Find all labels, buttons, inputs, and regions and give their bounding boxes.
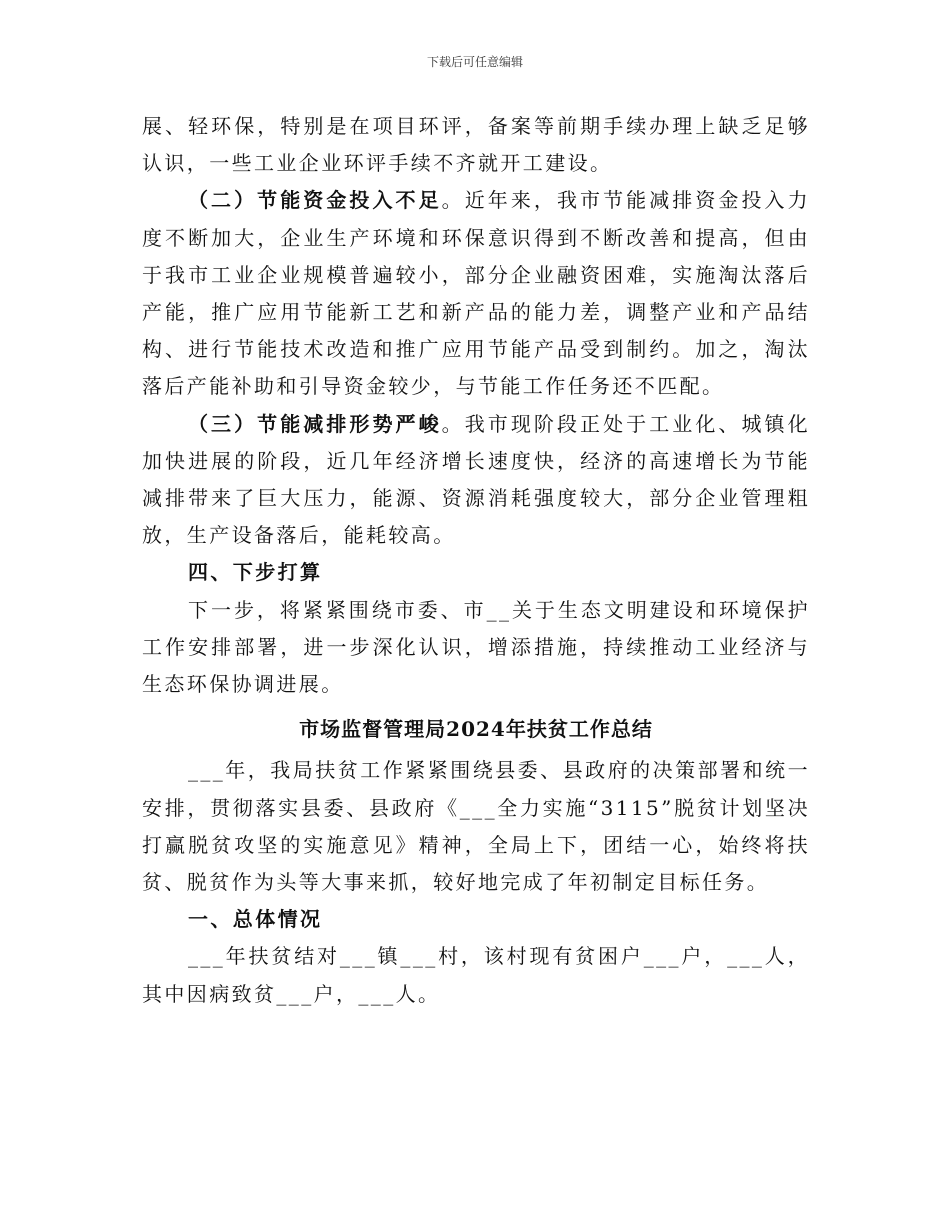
document-body	[142, 108, 810, 1013]
paragraph-next-steps: 下一步，将紧紧围绕市委、市__关于生态文明建设和环境保护工作安排部署，进一步深化认识，增添措施，持续推动工业经济与生态环保协调进展。	[142, 597, 810, 697]
section-heading-overview: 一、总体情况	[188, 907, 323, 932]
paragraph-intro: ___年，我局扶贫工作紧紧围绕县委、县政府的决策部署和统一安排，贯彻落实县委、县政府《___全力实施“3115”脱贫计划坚决打赢脱贫攻坚的实施意见》精神，全局上下，团结一心，始终将扶贫、脱贫作为头等大事来抓，较好地完成了年初制定目标任务。	[142, 758, 810, 895]
section-heading-next-steps: 四、下步打算	[188, 560, 323, 585]
page-header: 下载后可任意编辑	[426, 55, 523, 69]
paragraph-funding	[142, 182, 810, 405]
paragraph-funding-text: 。近年来，我市节能减排资金投入力度不断加大，企业生产环境和环保意识得到不断改善和提高，但由于我市工业企业规模普遍较小，部分企业融资困难，实施淘汰落后产能，推广应用节能新工艺和新产品的能力差，调整产业和产品结构、进行节能技术改造和推广应用节能产品受到制约。加之，淘汰落后产能补助和引导资金较少，与节能工作任务还不匹配。	[142, 188, 810, 399]
paragraph-overview: ___年扶贫结对___镇___村，该村现有贫困户___户，___人，其中因病致贫___户，___人。	[142, 944, 810, 1006]
paragraph-situation-text: 。我市现阶段正处于工业化、城镇化加快进展的阶段，近几年经济增长速度快，经济的高速增长为节能减排带来了巨大压力，能源、资源消耗强度较大，部分企业管理粗放，生产设备落后，能耗较高。	[142, 411, 810, 548]
subheading-funding: （二）节能资金投入不足	[188, 188, 442, 213]
paragraph-continuation: 展、轻环保，特别是在项目环评，备案等前期手续办理上缺乏足够认识，一些工业企业环评手续不齐就开工建设。	[142, 114, 810, 176]
document-title: 市场监督管理局2024年扶贫工作总结	[299, 717, 653, 742]
subheading-situation: （三）节能减排形势严峻	[188, 411, 442, 436]
paragraph-situation	[142, 406, 810, 555]
